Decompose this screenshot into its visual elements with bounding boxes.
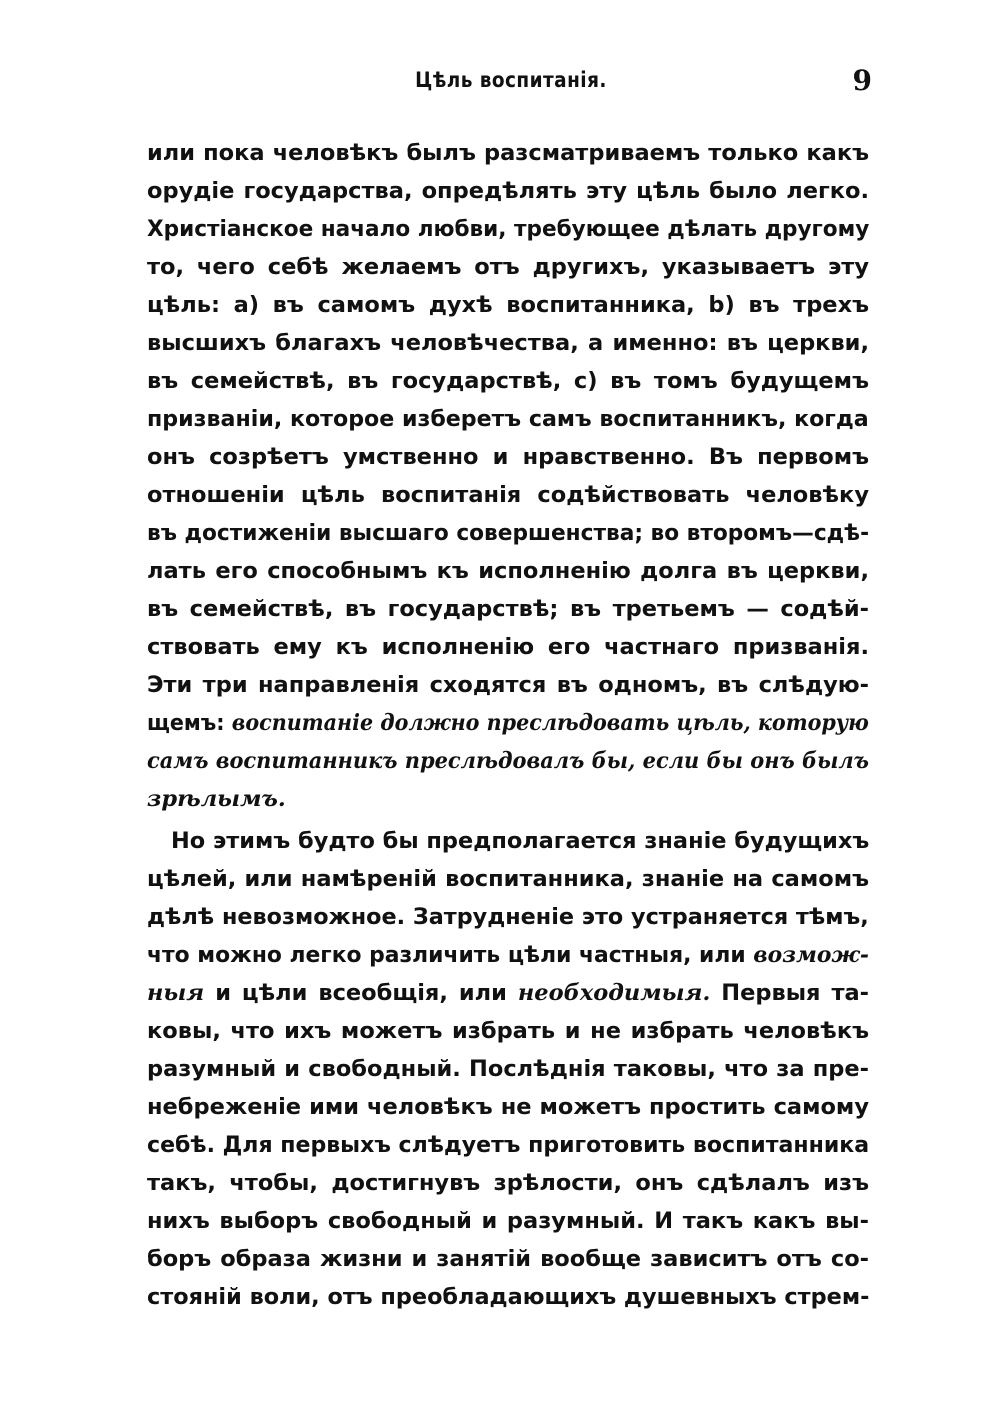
italic-segment: необходимыя. (517, 980, 711, 1006)
text-line: боръ образа жизни и занятій вообще зависитъ отъ со- (147, 1246, 869, 1272)
text-line: или пока человѣкъ былъ разсматриваемъ только какъ (147, 140, 869, 166)
text-line: Христіанское начало любви, требующее дѣлать другому (147, 216, 870, 242)
text-line: въ достиженіи высшаго совершенства; во второмъ—сдѣ- (147, 520, 870, 546)
italic-line: самъ воспитанникъ преслѣдовалъ бы, если бы онъ былъ (147, 748, 869, 774)
text-line: цѣль: а) въ самомъ духѣ воспитанника, b) въ трехъ (147, 292, 869, 318)
italic-segment: воспитаніе должно преслѣдовать цѣль, которую (231, 710, 869, 736)
text-segment: Первыя та- (721, 980, 870, 1006)
text-segment: что можно легко различить цѣли частныя, или (147, 942, 746, 968)
text-line-mixed (147, 706, 869, 740)
text-line: разумный и свободный. Послѣднія таковы, что за пре- (147, 1056, 869, 1082)
text-line: дѣлѣ невозможное. Затрудненіе это устраняется тѣмъ, (147, 904, 869, 930)
italic-segment: возмож- (753, 942, 869, 968)
text-line: цѣлей, или намѣреній воспитанника, знаніе на самомъ (147, 866, 869, 892)
running-title: Цѣль воспитанія. (415, 68, 607, 92)
text-line: небреженіе ими человѣкъ не можетъ простить самому (147, 1094, 869, 1120)
italic-line: зрѣлымъ. (147, 786, 286, 812)
page-number: 9 (852, 64, 872, 97)
text-segment: щемъ: (147, 710, 225, 736)
text-line: нихъ выборъ свободный и разумный. И такъ какъ вы- (147, 1208, 869, 1234)
text-line: ковы, что ихъ можетъ избрать и не избрать человѣкъ (147, 1018, 869, 1044)
text-line: лать его способнымъ къ исполненію долга въ церкви, (147, 558, 869, 584)
text-line: себѣ. Для первыхъ слѣдуетъ приготовить воспитанника (147, 1132, 870, 1158)
page-header (148, 64, 874, 108)
text-line-mixed (147, 976, 869, 1010)
text-line: въ семействѣ, въ государствѣ, с) въ томъ будущемъ (147, 368, 869, 394)
text-line: онъ созрѣетъ умственно и нравственно. Въ первомъ (147, 444, 869, 470)
text-line: такъ, чтобы, достигнувъ зрѣлости, онъ сдѣлалъ изъ (147, 1170, 869, 1196)
text-segment: и цѣли всеобщія, или (215, 980, 507, 1006)
text-line: то, чего себѣ желаемъ отъ другихъ, указываетъ эту (147, 254, 869, 280)
text-line: отношеніи цѣль воспитанія содѣйствовать человѣку (147, 482, 869, 508)
text-line: въ семействѣ, въ государствѣ; въ третьемъ — содѣй- (147, 596, 869, 622)
text-line: стояній воли, отъ преобладающихъ душевныхъ стрем- (147, 1284, 870, 1310)
text-line: призваніи, которое изберетъ самъ воспитанникъ, когда (147, 406, 869, 432)
text-line: ствовать ему къ исполненію его частнаго призванія. (147, 634, 869, 660)
italic-segment: ныя (147, 980, 205, 1006)
text-line: орудіе государства, опредѣлять эту цѣль было легко. (147, 178, 869, 204)
text-line: высшихъ благахъ человѣчества, а именно: въ церкви, (147, 330, 869, 356)
text-line-mixed (147, 938, 869, 972)
text-line: Эти три направленія сходятся въ одномъ, въ слѣдую- (147, 672, 869, 698)
text-line: Но этимъ будто бы предполагается знаніе будущихъ (171, 828, 870, 854)
